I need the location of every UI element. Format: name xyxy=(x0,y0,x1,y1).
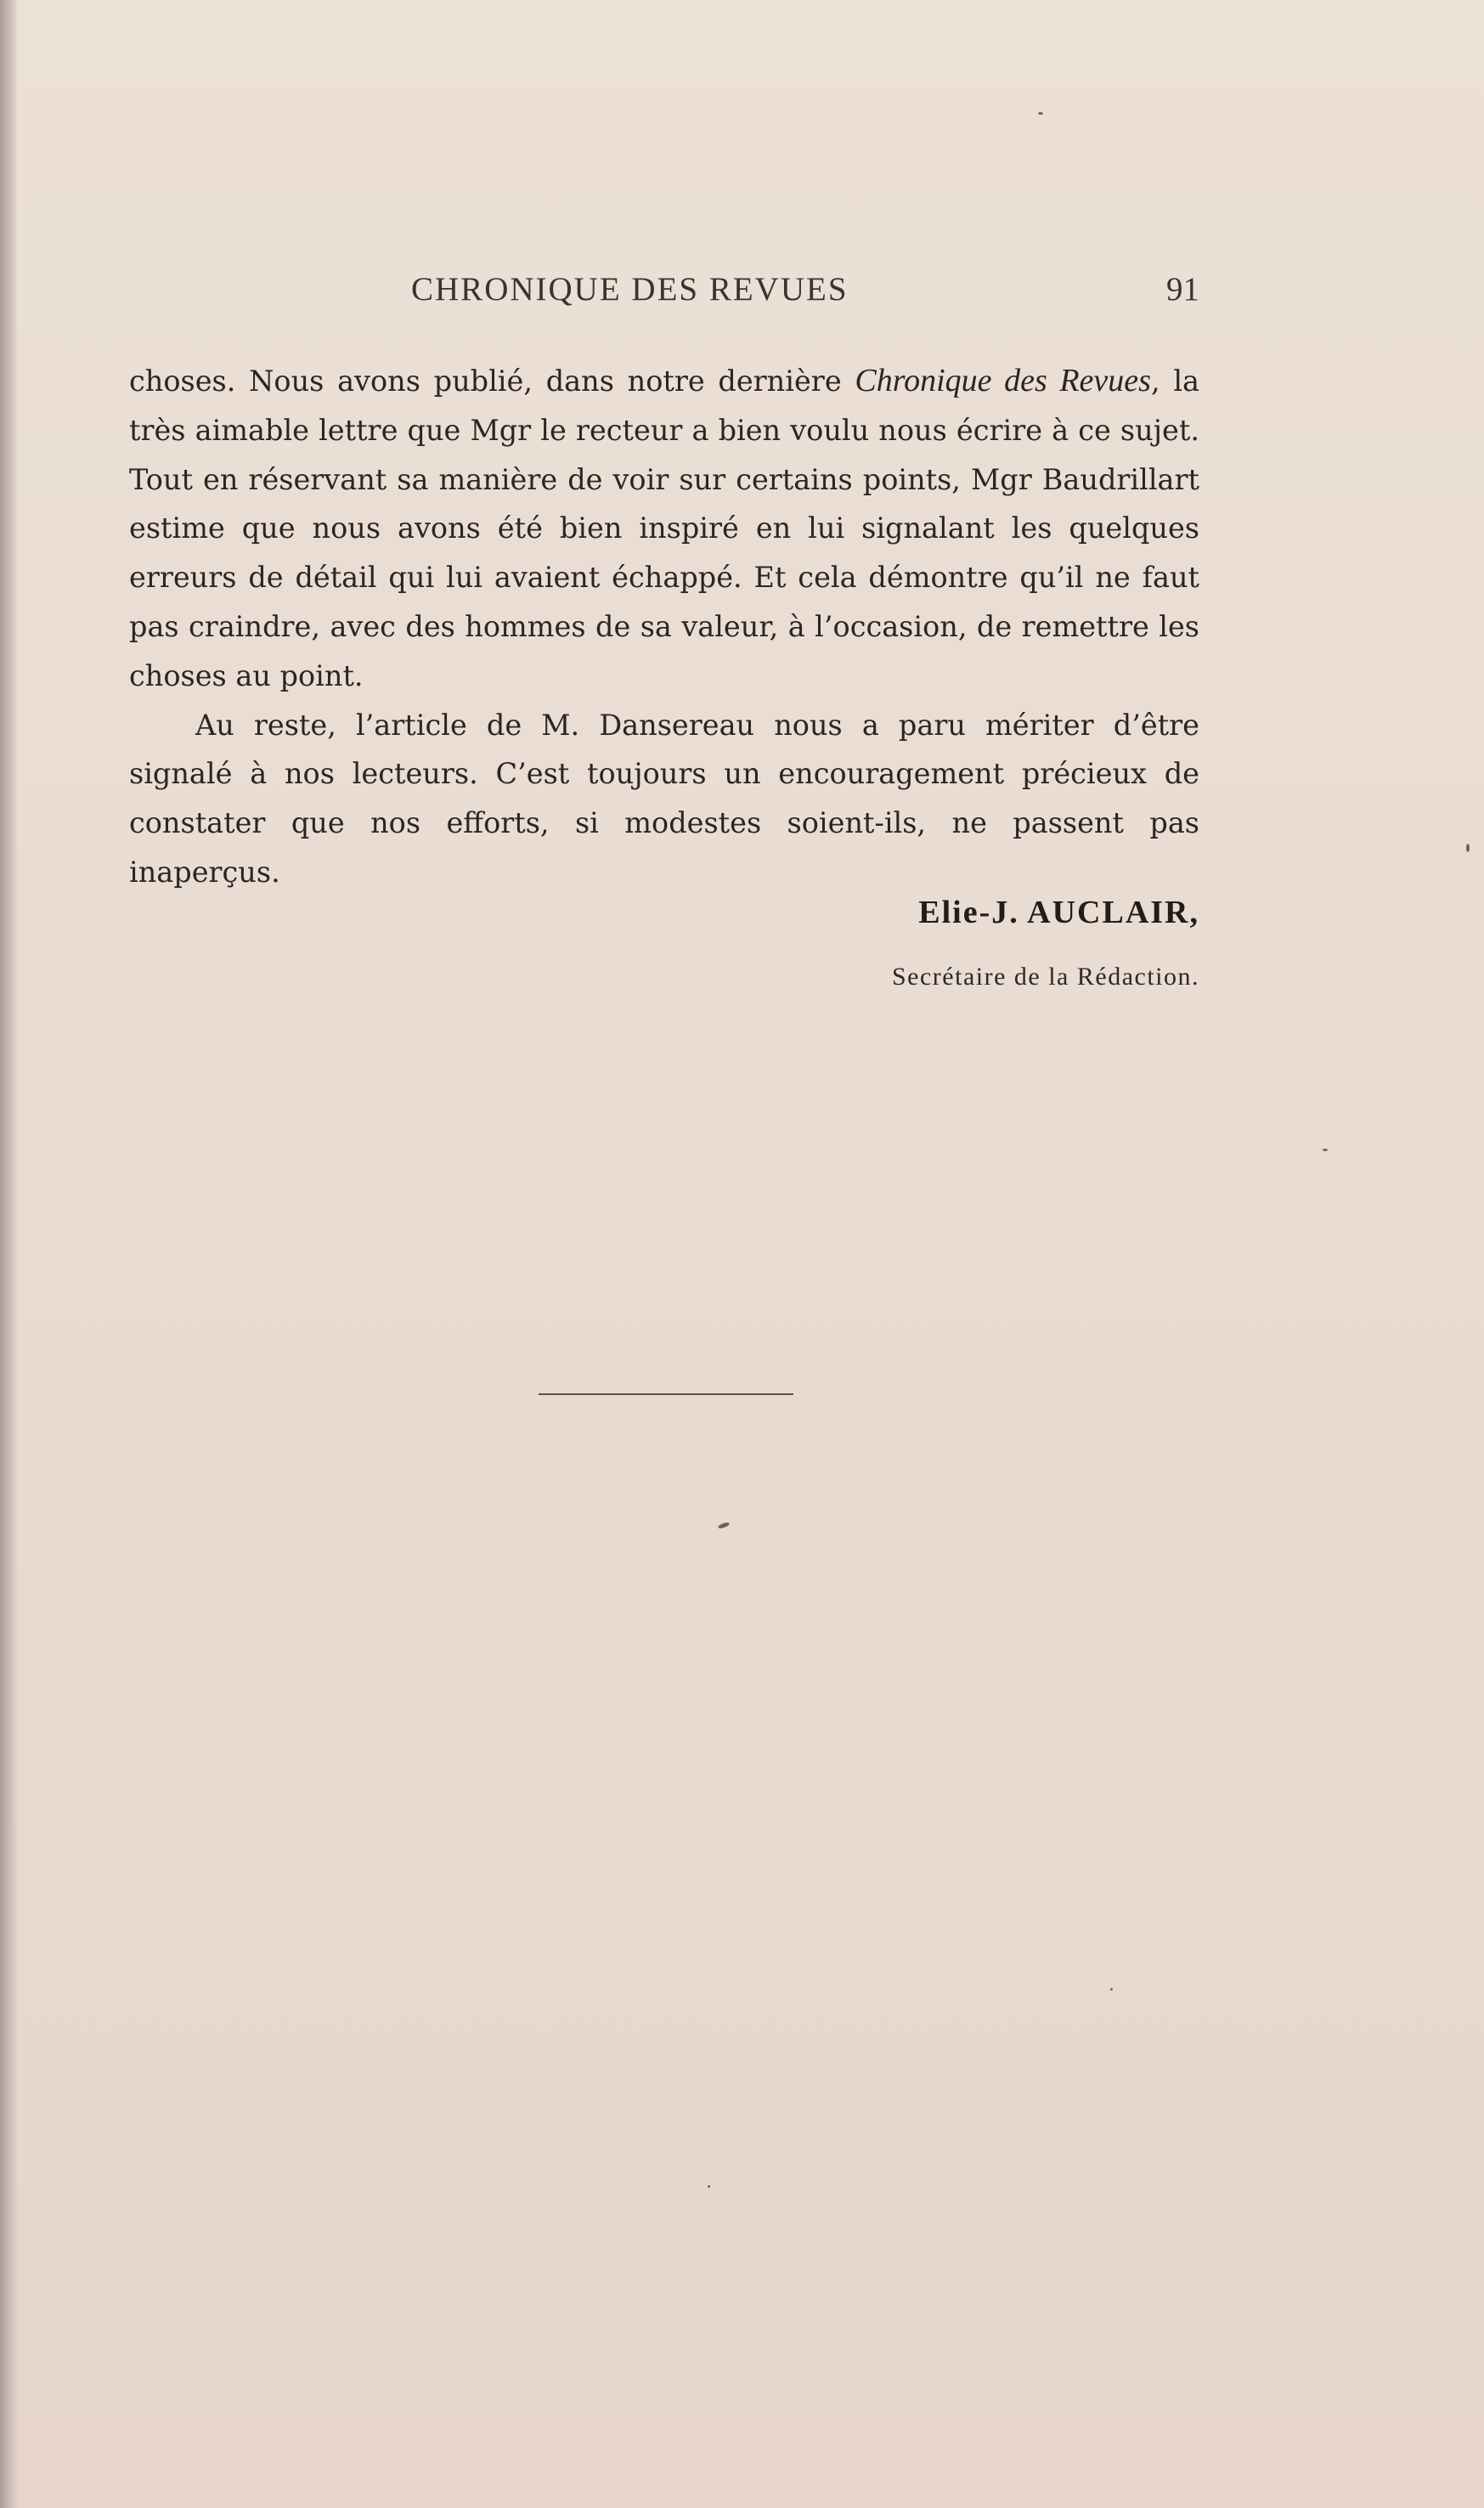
running-head xyxy=(129,270,1199,313)
paragraph-1 xyxy=(129,357,1199,701)
paper-speck xyxy=(1466,844,1470,852)
signature-name: Elie-J. AUCLAIR, xyxy=(918,895,1199,930)
paragraph-1-rest: , la très aimable lettre que Mgr le recteur a bien voulu nous écrire à ce sujet. Tout en réservant sa manière de voir sur certains points, Mgr Baudrillart estime que nous avons été bien inspiré en lui signalant les quelques erreurs de détail qui lui avaient échappé. Et cela démontre qu’il ne faut pas craindre, avec des hommes de sa valeur, à l’occasion, de remettre les choses au point. xyxy=(129,364,1199,692)
paper-speck xyxy=(708,2185,710,2188)
paper-speck xyxy=(1038,112,1043,115)
paragraph-2: Au reste, l’article de M. Dansereau nous a paru mériter d’être signalé à nos lecteurs. C’est toujours un encouragement précieux de constater que nos efforts, si modestes soient-ils, ne passent pas inaperçus. xyxy=(129,708,1199,889)
paper-speck xyxy=(1110,1988,1113,1991)
paper-speck xyxy=(1323,1149,1328,1151)
running-title: CHRONIQUE DES REVUES xyxy=(411,271,849,308)
page-number: 91 xyxy=(1166,271,1199,308)
paper-speck xyxy=(718,1522,731,1529)
page-spine-shadow xyxy=(0,0,19,2508)
end-rule xyxy=(539,1393,793,1395)
signature-role: Secrétaire de la Rédaction. xyxy=(891,963,1199,991)
paragraph-1-start: choses. Nous avons publié, dans notre dernière xyxy=(129,364,855,398)
body-text xyxy=(129,357,1199,897)
journal-title-italic: Chronique des Revues xyxy=(855,363,1151,398)
